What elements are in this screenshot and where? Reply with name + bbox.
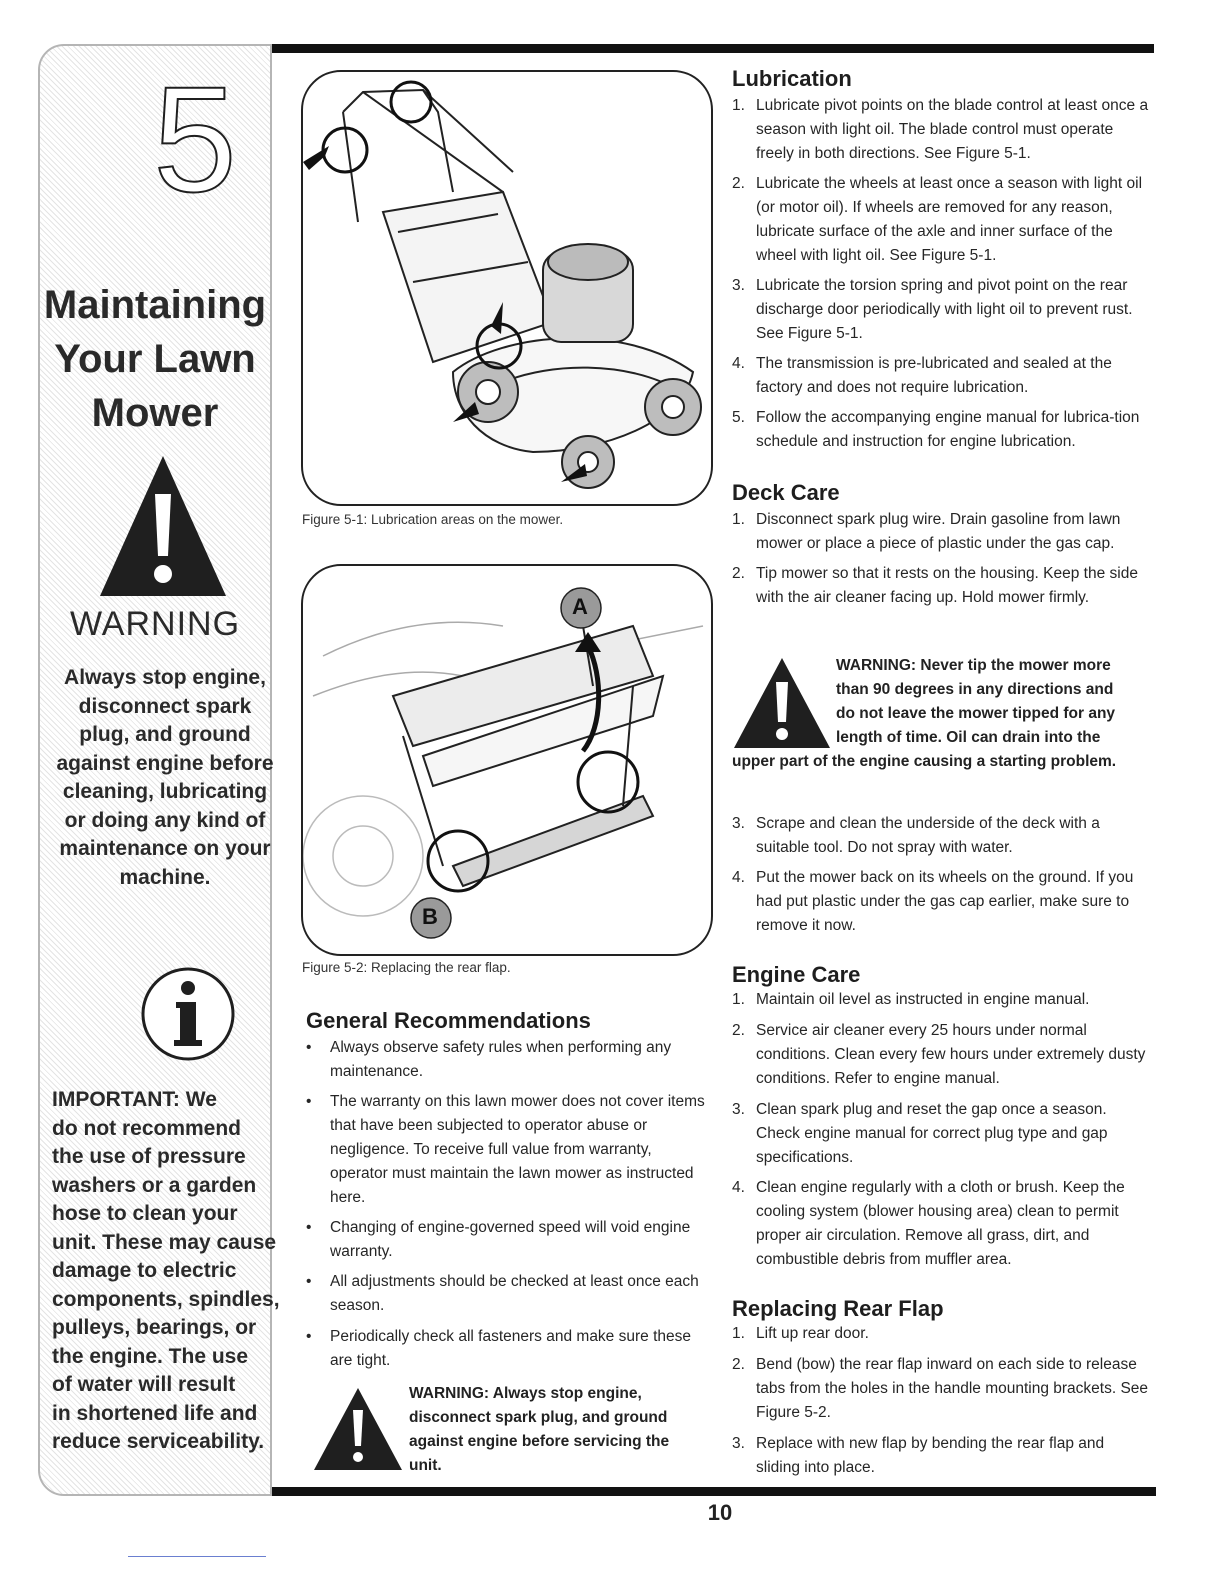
list-item: 4. Put the mower back on its wheels on the ground. If you had put plastic under the gas cap earlier, make sure to remove it now. bbox=[732, 869, 1134, 934]
info-icon bbox=[140, 966, 236, 1067]
chapter-title-line: Mower bbox=[91, 391, 219, 435]
warning-triangle-icon bbox=[732, 656, 832, 750]
deck-care-heading: Deck Care bbox=[732, 480, 840, 505]
lawn-mower-illustration bbox=[303, 72, 707, 500]
replacing-rear-flap-heading: Replacing Rear Flap bbox=[732, 1296, 944, 1321]
chapter-number: 5 bbox=[153, 55, 237, 223]
list-item: 2. Tip mower so that it rests on the housing. Keep the side with the air cleaner facing up. Hold mower firmly. bbox=[732, 565, 1138, 606]
rear-flap-illustration bbox=[303, 566, 707, 950]
list-item: 1. Disconnect spark plug wire. Drain gasoline from lawn mower or place a piece of plastic under the gas cap. bbox=[732, 511, 1121, 552]
bottom-rule bbox=[270, 1487, 1156, 1496]
figure-lubrication-areas bbox=[301, 70, 713, 506]
figure-replacing-rear-flap bbox=[301, 564, 713, 956]
deck-warning: WARNING: Never tip the mower more than 90 degrees in any directions and do not leave the mower tipped for any length of time. Oil can drain into the upper part of the engine causing a starting problem. bbox=[732, 657, 1117, 770]
chapter-title bbox=[40, 278, 270, 440]
sidebar-warning-text: Always stop engine, disconnect spark plug, and ground against engine before cleaning, lubricating or doing any kind of maintenance on your machine. bbox=[56, 666, 274, 889]
figure-5-2-caption: Figure 5-2: Replacing the rear flap. bbox=[302, 960, 511, 975]
chapter-title-line: Your Lawn bbox=[54, 337, 256, 381]
figure-5-1-caption: Figure 5-1: Lubrication areas on the mower. bbox=[302, 512, 564, 527]
list-item: 3. Lubricate the torsion spring and pivot point on the rear discharge door periodically with light oil to prevent rust. See Figure 5-1. bbox=[732, 277, 1133, 342]
list-item: • Always observe safety rules when performing any maintenance. bbox=[306, 1039, 672, 1080]
figure-label-b-text: B bbox=[422, 904, 438, 929]
page-number: 10 bbox=[707, 1500, 733, 1525]
engine-care-heading: Engine Care bbox=[732, 962, 861, 987]
general-warning: WARNING: Always stop engine, disconnect spark plug, and ground against engine before servicing the unit. bbox=[312, 1382, 710, 1482]
top-rule bbox=[268, 44, 1154, 53]
list-item: • Periodically check all fasteners and make sure these are tight. bbox=[306, 1328, 691, 1369]
general-recommendations-heading: General Recommendations bbox=[306, 1008, 591, 1033]
list-item: 4. Clean engine regularly with a cloth or brush. Keep the cooling system (blower housing area) clean to permit proper air circulation. Remove all grass, dirt, and combustible debris from muffler area. bbox=[732, 1179, 1125, 1268]
list-item: 3. Replace with new flap by bending the rear flap and sliding into place. bbox=[732, 1435, 1105, 1476]
figure-label-a-text: A bbox=[572, 594, 588, 619]
divider bbox=[128, 1556, 266, 1557]
chapter-sidebar bbox=[38, 44, 280, 1496]
list-item: • Changing of engine-governed speed will void engine warranty. bbox=[306, 1219, 691, 1260]
list-item: • All adjustments should be checked at least once each season. bbox=[306, 1273, 699, 1314]
sidebar-important-note: IMPORTANT: We do not recommend the use of pressure washers or a garden hose to clean your unit. These may cause damage to electric components, spindles, pulleys, bearings, or the engine. The use of water will result in shortened life and reduce serviceability. bbox=[52, 1088, 280, 1453]
list-item: • The warranty on this lawn mower does not cover items that have been subjected to operator abuse or negligence. To receive full value from warranty, operator must maintain the lawn mower as instructed here. bbox=[306, 1093, 705, 1206]
list-item: 2. Lubricate the wheels at least once a season with light oil (or motor oil). If wheels are removed for any reason, lubricate surface of the axle and inner surface of the wheel with light oil. See Figure 5-1. bbox=[732, 175, 1143, 264]
lubrication-heading: Lubrication bbox=[732, 66, 852, 91]
list-item: 3. Scrape and clean the underside of the deck with a suitable tool. Do not spray with water. bbox=[732, 815, 1100, 856]
list-item: 3. Clean spark plug and reset the gap once a season. Check engine manual for correct plug type and gap specifications. bbox=[732, 1101, 1108, 1166]
sidebar-warning-label: WARNING bbox=[69, 605, 241, 643]
warning-triangle-icon bbox=[98, 454, 228, 603]
chapter-title-line: Maintaining bbox=[43, 283, 267, 327]
list-item: 1. Lubricate pivot points on the blade control at least once a season with light oil. The blade control must operate freely in both directions. See Figure 5-1. bbox=[732, 97, 1149, 162]
list-item: 2. Service air cleaner every 25 hours under normal conditions. Clean every few hours under extremely dusty conditions. Refer to engine manual. bbox=[732, 1022, 1146, 1087]
list-item: 4. The transmission is pre-lubricated and sealed at the factory and does not require lubrication. bbox=[732, 355, 1112, 396]
warning-triangle-icon bbox=[312, 1386, 404, 1472]
list-item: 5. Follow the accompanying engine manual for lubrica-tion schedule and instruction for engine lubrication. bbox=[732, 409, 1140, 450]
list-item: 2. Bend (bow) the rear flap inward on each side to release tabs from the holes in the handle mounting brackets. See Figure 5-2. bbox=[732, 1356, 1149, 1421]
list-item: 1. Lift up rear door. bbox=[732, 1325, 869, 1342]
list-item: 1. Maintain oil level as instructed in engine manual. bbox=[732, 991, 1090, 1008]
